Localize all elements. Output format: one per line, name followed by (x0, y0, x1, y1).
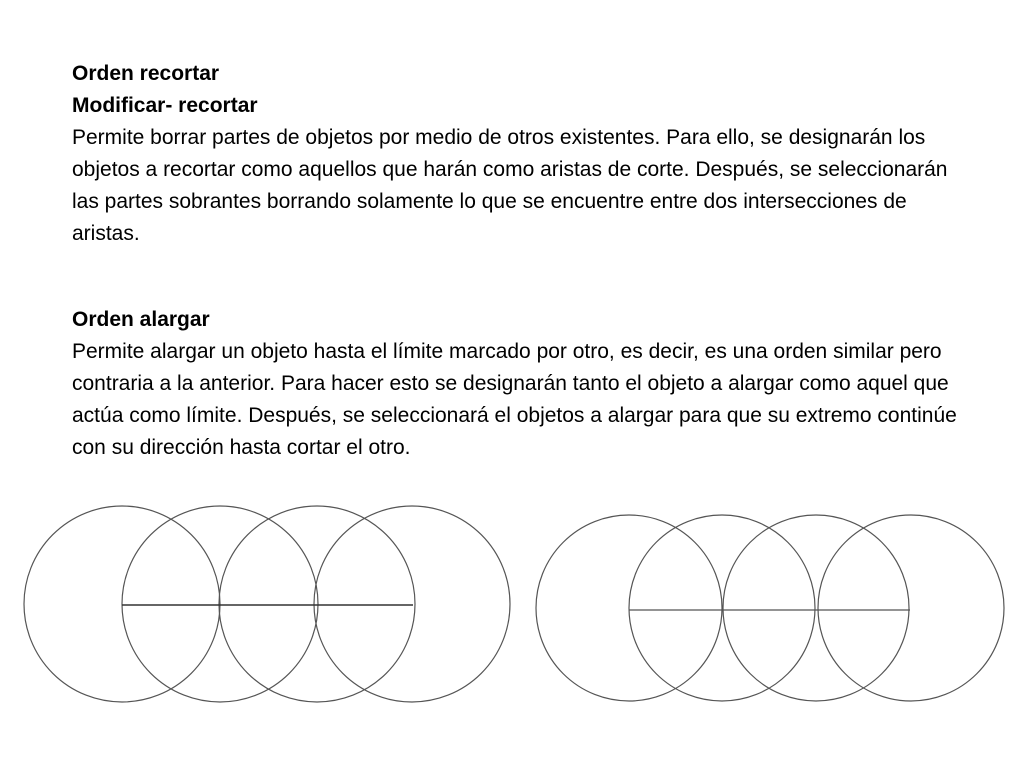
extend-title: Orden alargar (72, 308, 210, 331)
section-spacer (72, 250, 972, 304)
trim-description: Permite borrar partes de objetos por medio de otros existentes. Para ello, se designarán los objetos a recortar como aquellos que harán como aristas de corte. Después, se seleccionarán las partes sobrantes borrando solamente lo que se encuentre entre dos intersecciones de aristas. (72, 126, 948, 245)
extend-description: Permite alargar un objeto hasta el límite marcado por otro, es decir, es una orden similar pero contraria a la anterior. Para hacer esto se designarán tanto el objeto a alargar como aquel que actúa como límite. Después, se seleccionará el objetos a alargar para que su extremo continúe con su dirección hasta cortar el otro. (72, 340, 957, 459)
trim-circle-3 (219, 506, 415, 702)
extend-circle-3 (723, 515, 909, 701)
trim-circle-4 (314, 506, 510, 702)
trim-extend-diagram (0, 490, 1024, 720)
trim-example (24, 506, 510, 702)
text-block (72, 58, 972, 464)
extend-example (536, 515, 1004, 701)
extend-circle-4 (818, 515, 1004, 701)
trim-subtitle: Modificar- recortar (72, 94, 258, 117)
trim-title: Orden recortar (72, 62, 220, 85)
